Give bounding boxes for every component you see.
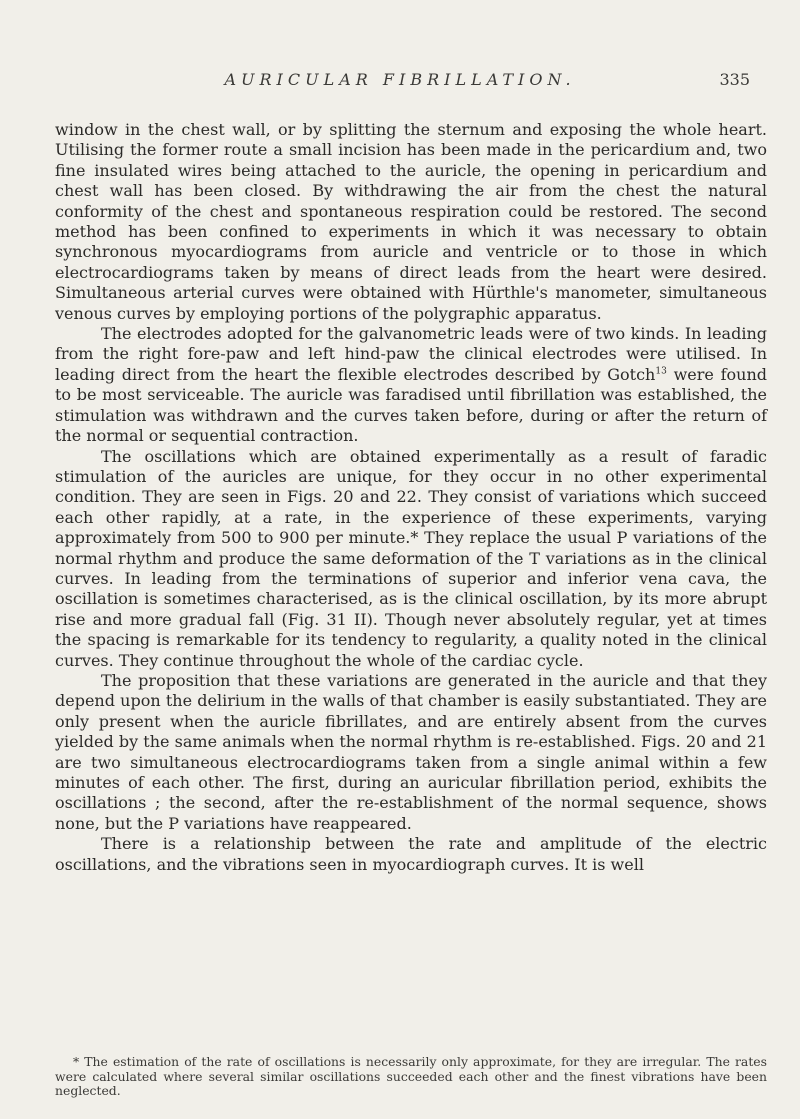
footnote: * The estimation of the rate of oscillations is necessarily only approximate, for they are irregular. The rates were calculated where several similar oscillations succeeded each other and the finest vibrations have been neglected. — [55, 1054, 767, 1098]
running-title: AURICULAR FIBRILLATION. — [224, 70, 576, 89]
page-number: 335 — [719, 70, 750, 89]
paragraph-4: The proposition that these variations are generated in the auricle and that they depend upon the delirium in the walls of that chamber is easily substantiated. They are only present when the auricle fibrillates, and are entirely absent from the curves yielded by the same animals when the normal rhythm is re-established. Figs. 20 and 21 are two simultaneous electrocardiograms taken from a single animal within a few minutes of each other. The first, during an auricular fibrillation period, exhibits the oscillations ; the second, after the re-establishment of the normal sequence, shows none, but the P variations have reappeared. — [55, 670, 767, 833]
running-head — [0, 70, 800, 94]
paragraph-1: window in the chest wall, or by splitting the sternum and exposing the whole heart. Utilising the former route a small incision has been made in the pericardium and, two fine insulated wires being attached to the auricle, the opening in pericardium and chest wall has been closed. By withdrawing the air from the chest the natural conformity of the chest and spontaneous respiration could be restored. The second method has been confined to experiments in which it was necessary to obtain synchronous myocardiograms from auricle and ventricle or to those in which electrocardiograms taken by means of direct leads from the heart were desired. Simultaneous arterial curves were obtained with Hürthle's manometer, simultaneous venous curves by employing portions of the polygraphic apparatus. — [55, 120, 767, 323]
paragraph-2 — [55, 324, 767, 446]
body-text — [55, 120, 767, 875]
paragraph-2-text-before: The electrodes adopted for the galvanometric leads were of two kinds. In leading from the right fore-paw and left hind-paw the clinical electrodes were utilised. In leading direct from the heart the flexible electrodes described by Gotch — [55, 324, 767, 384]
paragraph-5: There is a relationship between the rate and amplitude of the electric oscillations, and the vibrations seen in myocardiograph curves. It is well — [55, 834, 767, 874]
paragraph-2-text-after: were found to be most serviceable. The auricle was faradised until fibrillation was established, the stimulation was withdrawn and the curves taken before, during or after the return of the normal or sequential contraction. — [55, 364, 768, 446]
citation-superscript: 13 — [655, 366, 667, 377]
paragraph-3: The oscillations which are obtained experimentally as a result of faradic stimulation of the auricles are unique, for they occur in no other experimental condition. They are seen in Figs. 20 and 22. They consist of variations which succeed each other rapidly, at a rate, in the experience of these experiments, varying approximately from 500 to 900 per minute.* They replace the usual P variations of the normal rhythm and produce the same deformation of the T variations as in the clinical curves. In leading from the terminations of superior and inferior vena cava, the oscillation is sometimes characterised, as is the clinical oscillation, by its more abrupt rise and more gradual fall (Fig. 31 II). Though never absolutely regular, yet at times the spacing is remarkable for its tendency to regularity, a quality noted in the clinical curves. They continue throughout the whole of the cardiac cycle. — [55, 446, 767, 670]
